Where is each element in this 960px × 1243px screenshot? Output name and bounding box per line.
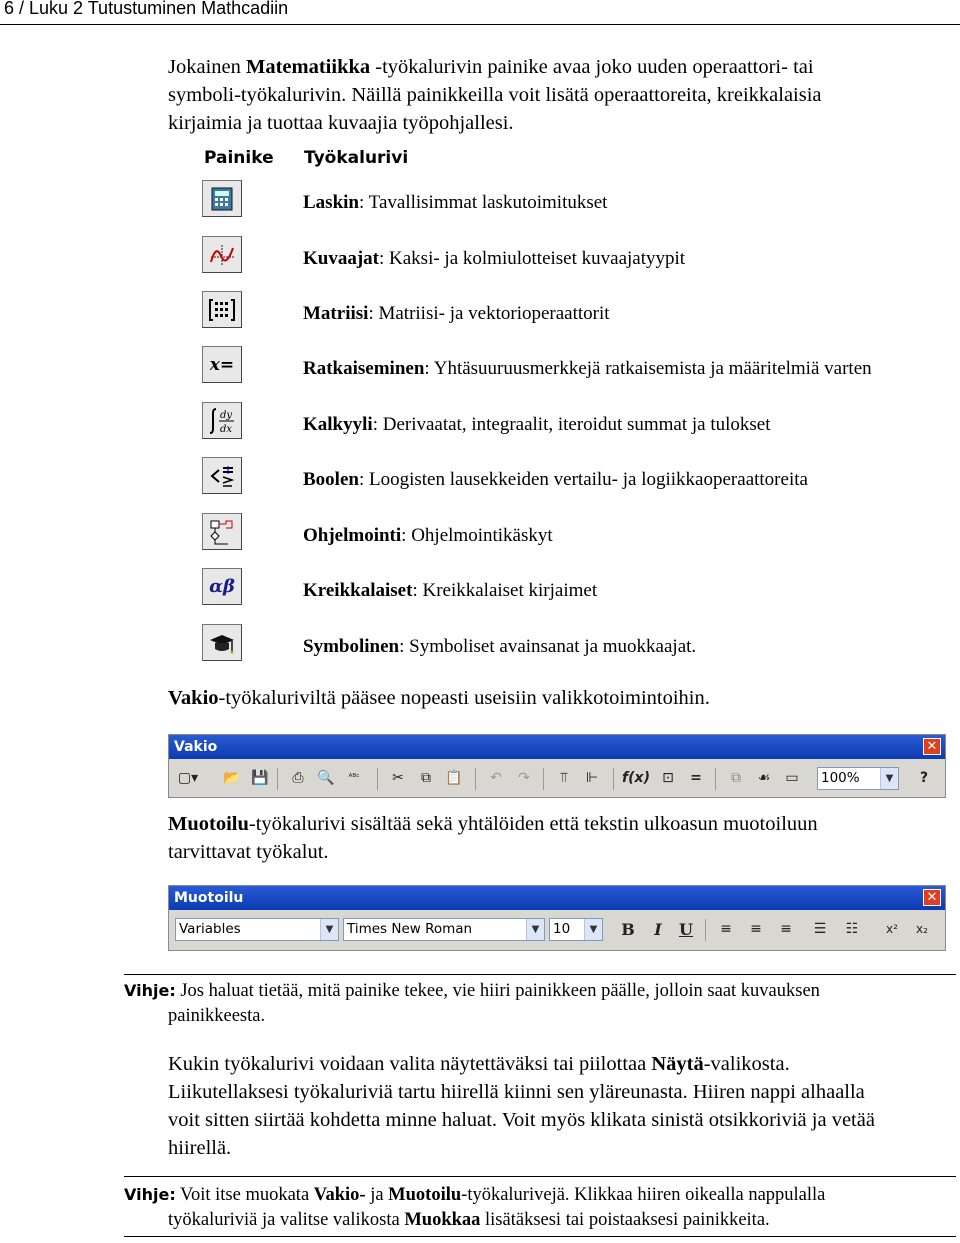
save-icon[interactable]: 💾 (251, 770, 269, 786)
undo-icon[interactable]: ↶ (490, 770, 502, 786)
intro-bold: Matematiikka (246, 56, 371, 78)
table-row (168, 346, 958, 401)
align-left-icon[interactable]: ⊩ (585, 770, 599, 786)
close-icon[interactable]: ✕ (923, 738, 941, 755)
print-preview-icon[interactable]: 🔍 (317, 770, 335, 786)
superscript-icon[interactable]: x² (886, 922, 898, 936)
intro-paragraph (168, 53, 822, 137)
vakio-paragraph: Vakio-työkaluriviltä pääsee nopeasti useisiin valikkotoimintoihin. (168, 687, 710, 709)
bold-button[interactable]: B (621, 919, 635, 939)
table-row (168, 180, 958, 235)
insert-unit-icon[interactable]: ⊡ (662, 770, 674, 786)
tip-1: Vihje: Jos haluat tietää, mitä painike tekee, vie hiiri painikkeen päälle, jolloin saat kuvauksen painikkeesta. (124, 981, 820, 1026)
font-select[interactable]: Times New Roman ▼ (343, 918, 545, 941)
row-description: Kreikkalaiset: Kreikkalaiset kirjaimet (303, 580, 598, 601)
subscript-icon[interactable]: x₂ (916, 922, 928, 936)
row-description: Laskin: Tavallisimmat laskutoimitukset (303, 192, 608, 213)
align-right-icon[interactable]: ≡ (780, 921, 792, 937)
table-row (168, 624, 958, 679)
numbering-icon[interactable]: ☷ (845, 921, 859, 937)
close-icon[interactable]: ✕ (923, 889, 941, 906)
table-row (168, 402, 958, 457)
muotoilu-paragraph: Muotoilu-työkalurivi sisältää sekä yhtälöiden että tekstin ulkoasun muotoiluun tarvittavat työkalut. (168, 810, 818, 866)
help-icon[interactable]: ? (919, 770, 929, 786)
vakio-toolbar-title[interactable]: Vakio ✕ (169, 735, 945, 759)
muotoilu-toolbar-title[interactable]: Muotoilu ✕ (169, 886, 945, 910)
copy-icon[interactable]: ⧉ (421, 770, 431, 786)
row-description: Kalkyyli: Derivaatat, integraalit, iteroidut summat ja tulokset (303, 414, 771, 435)
window-icon[interactable]: ▭ (785, 770, 799, 786)
calculator-icon[interactable] (202, 180, 242, 217)
underline-button[interactable]: U (679, 919, 693, 939)
muotoilu-line-2: tarvittavat työkalut. (168, 841, 329, 863)
muotoilu-toolbar[interactable] (168, 885, 946, 951)
bullets-icon[interactable]: ☰ (813, 921, 827, 937)
intro-line-3: kirjaimia ja tuottaa kuvaajia työpohjallesi. (168, 112, 514, 134)
zoom-select[interactable]: 100% ▼ (817, 767, 899, 790)
tip-2: Vihje: Voit itse muokata Vakio- ja Muotoilu-työkalurivejä. Klikkaa hiiren oikealla nappulalla työkaluriviä ja valitse valikosta Muokkaa lisätäksesi tai poistaaksesi painikkeita. (124, 1185, 826, 1230)
intro-text-2: -työkalurivin painike avaa joko uuden operaattori- tai (370, 56, 814, 78)
new-file-icon[interactable]: ▢▾ (177, 770, 199, 786)
graph-icon[interactable] (202, 236, 242, 273)
row-description: Ohjelmointi: Ohjelmointikäskyt (303, 525, 553, 546)
table-row (168, 236, 958, 291)
insert-function-icon[interactable]: f(x) (622, 770, 650, 786)
table-row (168, 291, 958, 346)
table-row (168, 457, 958, 512)
symbolic-icon[interactable] (202, 624, 242, 661)
row-description: Boolen: Loogisten lausekkeiden vertailu- ja logiikkaoperaattoreita (303, 469, 808, 490)
row-description: Symbolinen: Symboliset avainsanat ja muokkaajat. (303, 636, 697, 657)
vakio-toolbar[interactable] (168, 734, 946, 798)
svg-text:dy: dy (220, 409, 233, 421)
align-center-icon[interactable]: ≡ (750, 921, 762, 937)
open-folder-icon[interactable]: 📂 (223, 770, 241, 786)
table-row (168, 513, 958, 568)
font-size-select[interactable]: 10 ▼ (549, 918, 603, 941)
svg-text:dx: dx (220, 423, 233, 435)
calculus-icon[interactable] (202, 402, 242, 439)
matrix-icon[interactable] (202, 291, 242, 328)
cut-icon[interactable]: ✂ (392, 770, 404, 786)
programming-icon[interactable] (202, 513, 242, 550)
style-select[interactable]: Variables ▼ (175, 918, 339, 941)
table-header-button: Painike (204, 148, 274, 168)
boolean-icon[interactable] (202, 457, 242, 494)
intro-line-2: symboli-työkalurivin. Näillä painikkeilla voit lisätä operaattoreita, kreikkalaisia (168, 84, 822, 106)
redo-icon[interactable]: ↷ (518, 770, 530, 786)
print-icon[interactable]: ⎙ (292, 770, 304, 786)
paste-icon[interactable]: 📋 (445, 770, 463, 786)
align-top-icon[interactable]: ⫪ (560, 770, 568, 786)
page-header-text: 6 / Luku 2 Tutustuminen Mathcadiin (4, 0, 289, 18)
row-description: Matriisi: Matriisi- ja vektorioperaattorit (303, 303, 610, 324)
spell-check-icon[interactable]: ᴬᴮᶜ (348, 773, 360, 783)
row-description: Ratkaiseminen: Yhtäsuuruusmerkkejä ratkaisemista ja määritelmiä varten (303, 358, 872, 379)
align-left-icon[interactable]: ≡ (720, 921, 732, 937)
resources-icon[interactable]: ☙ (757, 770, 771, 786)
row-description: Kuvaajat: Kaksi- ja kolmiulotteiset kuvaajatyypit (303, 248, 686, 269)
table-header-toolbar: Työkalurivi (304, 148, 409, 168)
page-header (0, 0, 960, 25)
calculate-icon[interactable]: = (690, 770, 702, 786)
insert-component-icon[interactable]: ⧉ (731, 770, 741, 786)
greek-icon[interactable]: αβ (202, 568, 242, 605)
body-paragraph-2: Kukin työkalurivi voidaan valita näytettäväksi tai piilottaa Näytä-valikosta. Liikutellaksesi työkaluriviä tartu hiirellä kiinni sen yläreunasta. Hiiren nappi alhaalla voit sitten siirtää kohdetta minne haluat. Voit myös klikata sinistä otsikkoriviä ja vetää hiirellä. (168, 1053, 875, 1159)
intro-text: Jokainen (168, 56, 246, 78)
evaluation-icon[interactable]: x= (202, 346, 242, 383)
italic-button[interactable]: I (654, 919, 662, 939)
table-row (168, 568, 958, 623)
